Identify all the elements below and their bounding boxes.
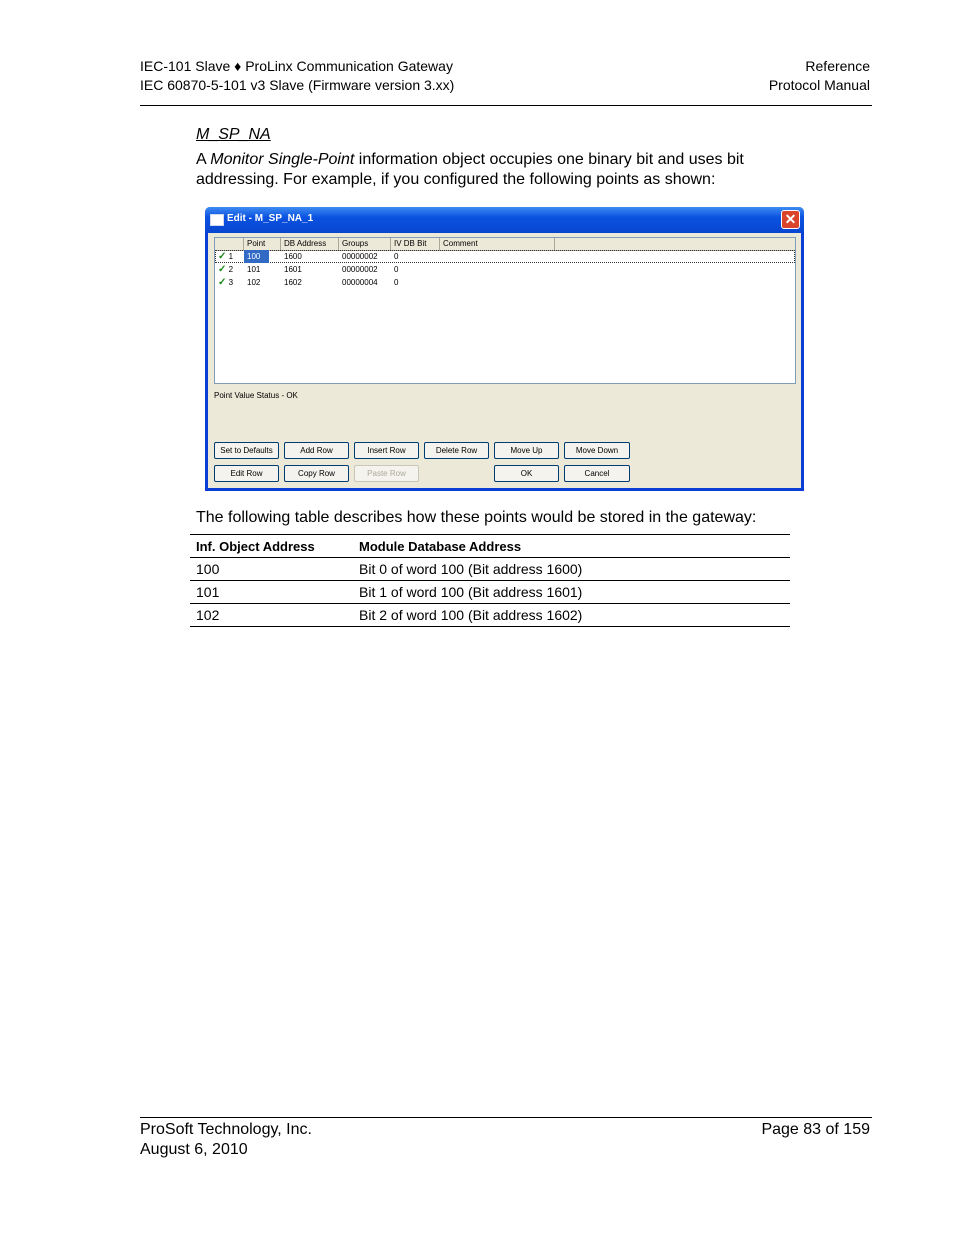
cell-db-address[interactable]: 1600 bbox=[284, 252, 302, 261]
grid-header-num bbox=[215, 238, 244, 250]
cell-db-address[interactable]: 1602 bbox=[284, 278, 302, 287]
set-to-defaults-button[interactable]: Set to Defaults bbox=[214, 442, 279, 459]
cell-iv-db-bit[interactable]: 0 bbox=[394, 252, 399, 261]
row-number: 2 bbox=[228, 265, 234, 274]
cell-inf-object-address: 100 bbox=[190, 558, 353, 581]
cell-inf-object-address: 102 bbox=[190, 604, 353, 627]
dialog-title: Edit - M_SP_NA_1 bbox=[227, 213, 314, 224]
row-status bbox=[215, 263, 244, 276]
header-left bbox=[140, 57, 454, 95]
header-section: Reference bbox=[805, 58, 870, 74]
check-icon: ✓ bbox=[218, 277, 227, 288]
intro-a: A bbox=[196, 151, 211, 168]
intro-emphasis: Monitor Single-Point bbox=[210, 151, 355, 168]
cell-module-database-address: Bit 0 of word 100 (Bit address 1600) bbox=[353, 558, 790, 581]
grid-header-db-address[interactable]: DB Address bbox=[281, 238, 339, 250]
delete-row-button[interactable]: Delete Row bbox=[424, 442, 489, 459]
cell-groups[interactable]: 00000002 bbox=[342, 265, 378, 274]
cell-inf-object-address: 101 bbox=[190, 581, 353, 604]
intro-paragraph bbox=[196, 150, 806, 190]
edit-dialog bbox=[205, 207, 804, 491]
header-rule bbox=[140, 105, 872, 106]
cell-module-database-address: Bit 2 of word 100 (Bit address 1602) bbox=[353, 604, 790, 627]
address-table bbox=[190, 534, 790, 627]
paste-row-button[interactable]: Paste Row bbox=[354, 465, 419, 482]
move-down-button[interactable]: Move Down bbox=[564, 442, 630, 459]
table-row[interactable] bbox=[215, 250, 795, 263]
section-title: M_SP_NA bbox=[196, 126, 271, 143]
row-status bbox=[215, 276, 244, 289]
footer-date: August 6, 2010 bbox=[140, 1141, 248, 1158]
grid-header-point[interactable]: Point bbox=[244, 238, 281, 250]
copy-row-button[interactable]: Copy Row bbox=[284, 465, 349, 482]
header-right bbox=[769, 57, 870, 95]
table-row bbox=[190, 604, 790, 627]
add-row-button[interactable]: Add Row bbox=[284, 442, 349, 459]
check-icon: ✓ bbox=[218, 251, 227, 262]
header-manual: Protocol Manual bbox=[768, 77, 870, 93]
table-intro-paragraph: The following table describes how these points would be stored in the gateway: bbox=[196, 509, 757, 526]
close-icon[interactable]: ✕ bbox=[781, 210, 800, 229]
dialog-titlebar[interactable] bbox=[205, 207, 804, 233]
row-number: 1 bbox=[228, 252, 234, 261]
grid-header-comment[interactable]: Comment bbox=[440, 238, 555, 250]
cell-groups[interactable]: 00000002 bbox=[342, 252, 378, 261]
edit-row-button[interactable]: Edit Row bbox=[214, 465, 279, 482]
cell-groups[interactable]: 00000004 bbox=[342, 278, 378, 287]
table-row bbox=[190, 558, 790, 581]
cell-comment[interactable] bbox=[440, 250, 555, 263]
insert-row-button[interactable]: Insert Row bbox=[354, 442, 419, 459]
footer-left bbox=[140, 1120, 312, 1160]
cancel-button[interactable]: Cancel bbox=[564, 465, 630, 482]
col-header-inf-object-address: Inf. Object Address bbox=[190, 535, 353, 558]
cell-comment[interactable] bbox=[440, 263, 555, 276]
footer-page-number: Page 83 of 159 bbox=[761, 1121, 870, 1138]
cell-iv-db-bit[interactable]: 0 bbox=[394, 278, 399, 287]
footer-company: ProSoft Technology, Inc. bbox=[140, 1121, 312, 1138]
cell-comment[interactable] bbox=[440, 276, 555, 289]
move-up-button[interactable]: Move Up bbox=[494, 442, 559, 459]
intro-rest: information object occupies one binary bit and uses bit addressing. For example, if you configured the following points as shown: bbox=[196, 151, 744, 188]
header-protocol: IEC 60870-5-101 v3 Slave (Firmware version 3.xx) bbox=[140, 77, 455, 93]
cell-iv-db-bit[interactable]: 0 bbox=[394, 265, 399, 274]
cell-point[interactable]: 101 bbox=[247, 265, 261, 274]
grid-header-iv-db-bit[interactable]: IV DB Bit bbox=[391, 238, 440, 250]
grid-header-groups[interactable]: Groups bbox=[339, 238, 391, 250]
col-header-module-database-address: Module Database Address bbox=[353, 535, 790, 558]
table-header-row bbox=[190, 535, 790, 558]
row-number: 3 bbox=[228, 278, 234, 287]
point-value-status: Point Value Status - OK bbox=[214, 391, 298, 400]
table-row[interactable] bbox=[215, 263, 795, 276]
header-product: IEC-101 Slave ♦ ProLinx Communication Gateway bbox=[140, 58, 453, 74]
row-status bbox=[215, 250, 244, 263]
cell-db-address[interactable]: 1601 bbox=[284, 265, 302, 274]
table-row[interactable] bbox=[215, 276, 795, 289]
check-icon: ✓ bbox=[218, 264, 227, 275]
ok-button[interactable]: OK bbox=[494, 465, 559, 482]
dialog-body bbox=[208, 233, 801, 488]
footer-rule bbox=[140, 1117, 872, 1118]
cell-point[interactable]: 100 bbox=[244, 250, 269, 263]
cell-point[interactable]: 102 bbox=[247, 278, 261, 287]
window-icon bbox=[210, 214, 224, 226]
cell-module-database-address: Bit 1 of word 100 (Bit address 1601) bbox=[353, 581, 790, 604]
table-row bbox=[190, 581, 790, 604]
points-grid[interactable] bbox=[214, 237, 796, 384]
